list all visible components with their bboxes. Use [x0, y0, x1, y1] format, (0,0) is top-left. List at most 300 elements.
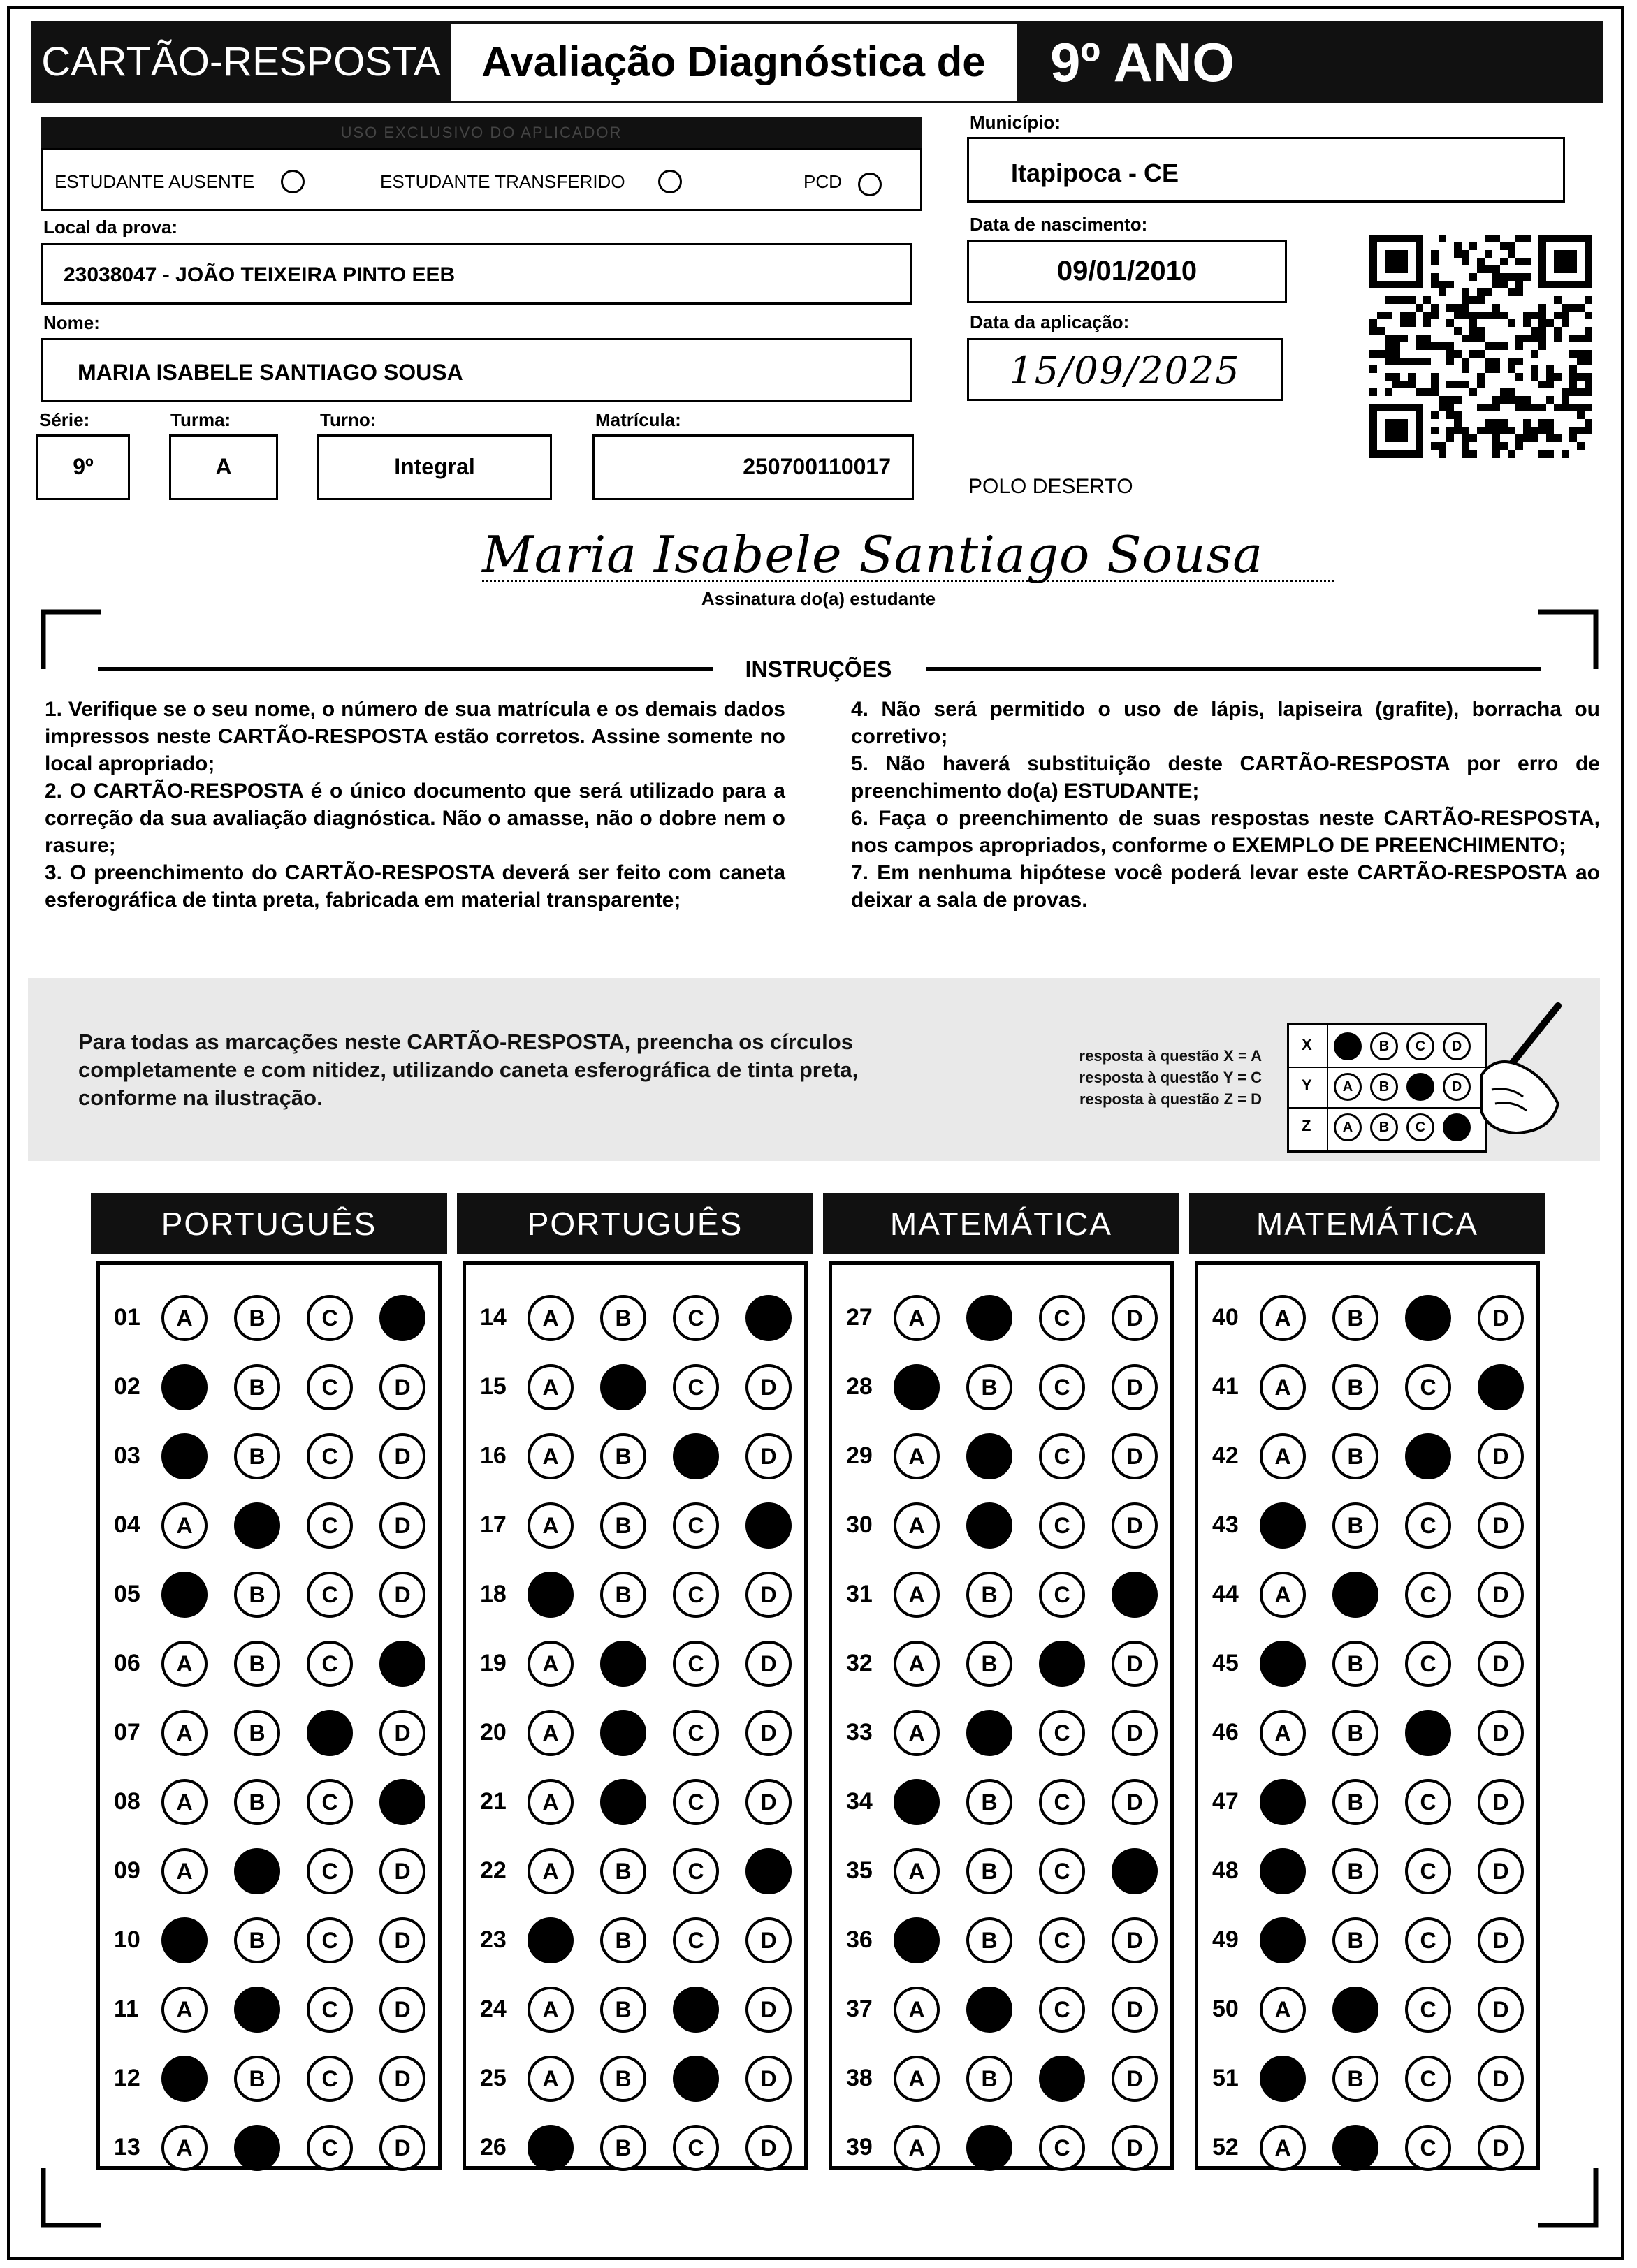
- option-bubble-d[interactable]: D: [1112, 1848, 1158, 1894]
- option-bubble-a[interactable]: A: [894, 1848, 940, 1894]
- option-bubble-b[interactable]: B: [600, 1710, 646, 1756]
- option-bubble-c[interactable]: C: [673, 1641, 719, 1687]
- option-bubble-a[interactable]: A: [894, 2056, 940, 2102]
- option-bubble-c[interactable]: C: [307, 1433, 353, 1479]
- option-bubble-c[interactable]: C: [1039, 1987, 1085, 2033]
- municipio-value: Itapipoca - CE: [1011, 159, 1179, 187]
- answer-grid: [463, 1261, 808, 2170]
- nascimento-field: [967, 240, 1287, 303]
- option-bubble-c[interactable]: C: [1405, 1364, 1451, 1410]
- option-bubble-b[interactable]: B: [1332, 2125, 1378, 2171]
- option-bubble-d[interactable]: D: [745, 1779, 792, 1825]
- question-row: [466, 1498, 804, 1553]
- option-bubble-b[interactable]: B: [966, 1987, 1012, 2033]
- matricula-label: Matrícula:: [595, 409, 681, 430]
- option-bubble-c[interactable]: C: [1039, 1848, 1085, 1894]
- option-bubble-b[interactable]: B: [234, 1572, 280, 1618]
- option-bubble-a[interactable]: A: [161, 1987, 208, 2033]
- option-bubble-a[interactable]: A: [894, 1433, 940, 1479]
- option-bubble-c[interactable]: C: [1039, 1502, 1085, 1549]
- option-bubble-b[interactable]: B: [600, 2125, 646, 2171]
- option-bubble-a[interactable]: A: [1260, 1433, 1306, 1479]
- option-bubble-c[interactable]: C: [673, 1987, 719, 2033]
- option-bubble-b[interactable]: B: [1332, 1641, 1378, 1687]
- option-bubble-b[interactable]: B: [1332, 1502, 1378, 1549]
- turma-value: A: [215, 454, 232, 479]
- option-bubble-c[interactable]: C: [307, 1917, 353, 1963]
- option-bubble-b[interactable]: B: [234, 1987, 280, 2033]
- option-bubble-b[interactable]: B: [234, 1917, 280, 1963]
- turma-label: Turma:: [170, 409, 231, 430]
- option-bubble-c[interactable]: C: [673, 1433, 719, 1479]
- question-row: [1198, 1359, 1536, 1415]
- question-row: [1198, 1428, 1536, 1484]
- option-bubble-b[interactable]: B: [1332, 1917, 1378, 1963]
- question-row: [466, 1982, 804, 2037]
- option-bubble-a[interactable]: A: [894, 1917, 940, 1963]
- option-bubble-c[interactable]: C: [1039, 1364, 1085, 1410]
- question-number: 51: [1212, 2065, 1239, 2091]
- option-bubble-b[interactable]: B: [966, 1710, 1012, 1756]
- question-number: 12: [114, 2065, 140, 2091]
- option-bubble-a[interactable]: A: [161, 1779, 208, 1825]
- option-bubble-d[interactable]: D: [379, 1917, 425, 1963]
- option-bubble-c[interactable]: C: [1039, 2056, 1085, 2102]
- option-bubble-a[interactable]: A: [1260, 1917, 1306, 1963]
- option-bubble-b[interactable]: B: [234, 1641, 280, 1687]
- question-row: [1198, 1982, 1536, 2037]
- example-bubble-d: D: [1443, 1032, 1471, 1060]
- option-bubble-c[interactable]: C: [1039, 2125, 1085, 2171]
- example-col-divider: [1327, 1025, 1328, 1150]
- option-bubble-a[interactable]: A: [528, 1917, 574, 1963]
- option-bubble-a[interactable]: A: [894, 2125, 940, 2171]
- question-number: 39: [846, 2134, 873, 2160]
- option-bubble-a[interactable]: A: [1260, 2125, 1306, 2171]
- option-bubble-d[interactable]: D: [745, 1917, 792, 1963]
- option-bubble-d[interactable]: D: [379, 1572, 425, 1618]
- option-bubble-d[interactable]: D: [745, 1364, 792, 1410]
- question-row: [1198, 1636, 1536, 1692]
- option-bubble-c[interactable]: C: [307, 1779, 353, 1825]
- option-bubble-a[interactable]: A: [1260, 2056, 1306, 2102]
- option-bubble-d[interactable]: D: [379, 1502, 425, 1549]
- question-number: 28: [846, 1373, 873, 1400]
- option-bubble-b[interactable]: B: [966, 1641, 1012, 1687]
- instruction-4: 4. Não será permitido o uso de lápis, lapiseira (grafite), borracha ou corretivo;: [851, 698, 1600, 748]
- option-bubble-c[interactable]: C: [307, 1502, 353, 1549]
- option-bubble-d[interactable]: D: [379, 1364, 425, 1410]
- question-number: 42: [1212, 1442, 1239, 1469]
- option-bubble-a[interactable]: A: [528, 2056, 574, 2102]
- transferred-checkbox[interactable]: [658, 170, 682, 193]
- option-bubble-b[interactable]: B: [1332, 1779, 1378, 1825]
- question-number: 26: [480, 2134, 507, 2160]
- option-bubble-d[interactable]: D: [1478, 1848, 1524, 1894]
- option-bubble-a[interactable]: A: [894, 1572, 940, 1618]
- option-bubble-a[interactable]: A: [1260, 1710, 1306, 1756]
- option-bubble-d[interactable]: D: [1112, 1364, 1158, 1410]
- option-bubble-d[interactable]: D: [1478, 2125, 1524, 2171]
- pcd-checkbox[interactable]: [858, 173, 882, 196]
- option-bubble-c[interactable]: C: [1405, 2125, 1451, 2171]
- option-bubble-d[interactable]: D: [379, 2056, 425, 2102]
- option-bubble-b[interactable]: B: [966, 2125, 1012, 2171]
- question-number: 46: [1212, 1719, 1239, 1746]
- option-bubble-a[interactable]: A: [1260, 1364, 1306, 1410]
- option-bubble-b[interactable]: B: [1332, 1433, 1378, 1479]
- option-bubble-c[interactable]: C: [1039, 1641, 1085, 1687]
- option-bubble-b[interactable]: B: [234, 1364, 280, 1410]
- option-bubble-c[interactable]: C: [1405, 1641, 1451, 1687]
- option-bubble-b[interactable]: B: [600, 1779, 646, 1825]
- option-bubble-c[interactable]: C: [307, 1364, 353, 1410]
- option-bubble-a[interactable]: A: [528, 1710, 574, 1756]
- option-bubble-c[interactable]: C: [1039, 1779, 1085, 1825]
- option-bubble-b[interactable]: B: [1332, 1364, 1378, 1410]
- question-number: 13: [114, 2134, 140, 2160]
- option-bubble-b[interactable]: B: [966, 1364, 1012, 1410]
- option-bubble-d[interactable]: D: [1112, 1917, 1158, 1963]
- local-field: [41, 243, 912, 305]
- question-number: 40: [1212, 1304, 1239, 1331]
- option-bubble-b[interactable]: B: [966, 1572, 1012, 1618]
- option-bubble-c[interactable]: C: [1039, 1917, 1085, 1963]
- example-bubble-b: B: [1370, 1073, 1398, 1101]
- option-bubble-c[interactable]: C: [1405, 1433, 1451, 1479]
- option-bubble-a[interactable]: A: [161, 1502, 208, 1549]
- section-title: PORTUGUÊS: [91, 1193, 447, 1254]
- question-row: [832, 1359, 1170, 1415]
- option-bubble-a[interactable]: A: [161, 1848, 208, 1894]
- aplicacao-field: [967, 338, 1283, 401]
- option-bubble-c[interactable]: C: [673, 1572, 719, 1618]
- option-bubble-a[interactable]: A: [528, 1641, 574, 1687]
- option-bubble-b[interactable]: B: [600, 2056, 646, 2102]
- option-bubble-d[interactable]: D: [1478, 1433, 1524, 1479]
- instructions-left: [45, 696, 785, 914]
- option-bubble-c[interactable]: C: [1405, 1917, 1451, 1963]
- option-bubble-a[interactable]: A: [528, 2125, 574, 2171]
- question-number: 23: [480, 1926, 507, 1953]
- local-value: 23038047 - JOÃO TEIXEIRA PINTO EEB: [64, 263, 456, 286]
- question-number: 20: [480, 1719, 507, 1746]
- option-bubble-b[interactable]: B: [600, 1502, 646, 1549]
- option-bubble-d[interactable]: D: [745, 1433, 792, 1479]
- option-bubble-d[interactable]: D: [745, 2056, 792, 2102]
- option-bubble-a[interactable]: A: [528, 1364, 574, 1410]
- option-bubble-c[interactable]: C: [673, 1710, 719, 1756]
- option-bubble-c[interactable]: C: [307, 1572, 353, 1618]
- question-number: 04: [114, 1512, 140, 1538]
- option-bubble-a[interactable]: A: [161, 2056, 208, 2102]
- option-bubble-d[interactable]: D: [1112, 2125, 1158, 2171]
- option-bubble-d[interactable]: D: [745, 1710, 792, 1756]
- option-bubble-c[interactable]: C: [307, 1987, 353, 2033]
- question-row: [832, 2051, 1170, 2107]
- option-bubble-d[interactable]: D: [745, 1848, 792, 1894]
- question-row: [100, 1428, 438, 1484]
- option-bubble-d[interactable]: D: [379, 1710, 425, 1756]
- option-bubble-d[interactable]: D: [379, 2125, 425, 2171]
- hand-pen-icon: [1453, 999, 1593, 1139]
- question-number: 17: [480, 1512, 507, 1538]
- option-bubble-b[interactable]: B: [1332, 1295, 1378, 1341]
- absent-checkbox[interactable]: [281, 170, 305, 193]
- option-bubble-d[interactable]: D: [1112, 1502, 1158, 1549]
- section-title: PORTUGUÊS: [457, 1193, 813, 1254]
- question-row: [1198, 1774, 1536, 1830]
- option-bubble-a[interactable]: A: [1260, 1572, 1306, 1618]
- question-row: [100, 1498, 438, 1553]
- question-number: 15: [480, 1373, 507, 1400]
- option-bubble-b[interactable]: B: [234, 1848, 280, 1894]
- option-bubble-d[interactable]: D: [1478, 1364, 1524, 1410]
- option-bubble-c[interactable]: C: [307, 1641, 353, 1687]
- option-bubble-d[interactable]: D: [1112, 1710, 1158, 1756]
- option-bubble-b[interactable]: B: [966, 1779, 1012, 1825]
- option-bubble-d[interactable]: D: [1112, 1987, 1158, 2033]
- option-bubble-d[interactable]: D: [1478, 1917, 1524, 1963]
- option-bubble-c[interactable]: C: [673, 1917, 719, 1963]
- option-bubble-d[interactable]: D: [1112, 1572, 1158, 1618]
- option-bubble-a[interactable]: A: [1260, 1848, 1306, 1894]
- option-bubble-b[interactable]: B: [966, 1433, 1012, 1479]
- option-bubble-c[interactable]: C: [1405, 1572, 1451, 1618]
- option-bubble-a[interactable]: A: [894, 1987, 940, 2033]
- option-bubble-c[interactable]: C: [1405, 1295, 1451, 1341]
- option-bubble-b[interactable]: B: [966, 1295, 1012, 1341]
- question-row: [1198, 1705, 1536, 1761]
- option-bubble-c[interactable]: C: [673, 1502, 719, 1549]
- nascimento-value: 09/01/2010: [1056, 256, 1198, 286]
- option-bubble-d[interactable]: D: [745, 1572, 792, 1618]
- question-row: [466, 2120, 804, 2176]
- option-bubble-d[interactable]: D: [1478, 1987, 1524, 2033]
- option-bubble-b[interactable]: B: [600, 1433, 646, 1479]
- option-bubble-a[interactable]: A: [161, 1433, 208, 1479]
- instruction-2: 2. O CARTÃO-RESPOSTA é o único documento que será utilizado para a correção da sua avaliação diagnóstica. Não o amasse, não o dobre nem o rasure;: [45, 780, 785, 857]
- option-bubble-d[interactable]: D: [1478, 1779, 1524, 1825]
- option-bubble-a[interactable]: A: [161, 1641, 208, 1687]
- option-bubble-d[interactable]: D: [1478, 1572, 1524, 1618]
- option-bubble-c[interactable]: C: [673, 2125, 719, 2171]
- option-bubble-d[interactable]: D: [745, 1641, 792, 1687]
- option-bubble-b[interactable]: B: [600, 1848, 646, 1894]
- option-bubble-b[interactable]: B: [234, 1779, 280, 1825]
- option-bubble-a[interactable]: A: [528, 1779, 574, 1825]
- example-bubble-c: C: [1406, 1032, 1434, 1060]
- name-value: MARIA ISABELE SANTIAGO SOUSA: [78, 360, 463, 385]
- option-bubble-c[interactable]: C: [307, 1295, 353, 1341]
- option-bubble-d[interactable]: D: [1112, 2056, 1158, 2102]
- question-number: 34: [846, 1788, 873, 1815]
- signature-caption: Assinatura do(a) estudante: [701, 588, 936, 609]
- question-row: [1198, 2051, 1536, 2107]
- option-bubble-c[interactable]: C: [1039, 1710, 1085, 1756]
- option-bubble-b[interactable]: B: [1332, 2056, 1378, 2102]
- option-bubble-b[interactable]: B: [600, 1364, 646, 1410]
- option-bubble-b[interactable]: B: [234, 1433, 280, 1479]
- option-bubble-b[interactable]: B: [1332, 1848, 1378, 1894]
- option-bubble-a[interactable]: A: [528, 1572, 574, 1618]
- serie-value: 9º: [73, 454, 94, 479]
- question-number: 09: [114, 1857, 140, 1884]
- option-bubble-b[interactable]: B: [1332, 1710, 1378, 1756]
- question-number: 03: [114, 1442, 140, 1469]
- option-bubble-b[interactable]: B: [600, 1987, 646, 2033]
- example-bubble-a: A: [1334, 1113, 1362, 1141]
- option-bubble-b[interactable]: B: [600, 1917, 646, 1963]
- card-title: CARTÃO-RESPOSTA: [31, 21, 451, 103]
- option-bubble-d[interactable]: D: [1478, 1502, 1524, 1549]
- option-bubble-a[interactable]: A: [894, 1502, 940, 1549]
- option-bubble-c[interactable]: C: [1039, 1433, 1085, 1479]
- example-bubble-b: B: [1370, 1032, 1398, 1060]
- option-bubble-c[interactable]: C: [307, 2056, 353, 2102]
- option-bubble-a[interactable]: A: [1260, 1779, 1306, 1825]
- option-bubble-b[interactable]: B: [966, 2056, 1012, 2102]
- option-bubble-a[interactable]: A: [894, 1710, 940, 1756]
- option-bubble-d[interactable]: D: [379, 1433, 425, 1479]
- option-bubble-a[interactable]: A: [161, 1295, 208, 1341]
- question-row: [100, 1843, 438, 1899]
- option-bubble-a[interactable]: A: [161, 1710, 208, 1756]
- option-bubble-a[interactable]: A: [528, 1502, 574, 1549]
- option-bubble-c[interactable]: C: [673, 2056, 719, 2102]
- option-bubble-d[interactable]: D: [1478, 1710, 1524, 1756]
- option-bubble-b[interactable]: B: [234, 1295, 280, 1341]
- option-bubble-a[interactable]: A: [528, 1433, 574, 1479]
- option-bubble-a[interactable]: A: [528, 1848, 574, 1894]
- instructions-title: INSTRUÇÕES: [745, 657, 892, 682]
- option-bubble-a[interactable]: A: [161, 2125, 208, 2171]
- question-row: [466, 2051, 804, 2107]
- question-number: 21: [480, 1788, 507, 1815]
- question-row: [832, 1428, 1170, 1484]
- option-bubble-c[interactable]: C: [1405, 2056, 1451, 2102]
- option-bubble-d[interactable]: D: [745, 1987, 792, 2033]
- polo-label: POLO DESERTO: [968, 475, 1133, 498]
- option-bubble-a[interactable]: A: [894, 1641, 940, 1687]
- name-field: [41, 338, 912, 402]
- question-row: [832, 1290, 1170, 1346]
- example-legend-y: resposta à questão Y = C: [1079, 1069, 1262, 1086]
- instruction-3: 3. O preenchimento do CARTÃO-RESPOSTA deverá ser feito com caneta esferográfica de tinta preta, fabricada em material transparente;: [45, 861, 785, 912]
- option-bubble-c[interactable]: C: [1405, 1710, 1451, 1756]
- option-bubble-c[interactable]: C: [1039, 1295, 1085, 1341]
- option-bubble-a[interactable]: A: [894, 1364, 940, 1410]
- signature: Maria Isabele Santiago Sousa: [482, 525, 1264, 584]
- turno-field: [317, 434, 552, 500]
- option-bubble-a[interactable]: A: [1260, 1641, 1306, 1687]
- option-bubble-a[interactable]: A: [161, 1572, 208, 1618]
- option-bubble-d[interactable]: D: [1112, 1433, 1158, 1479]
- option-bubble-c[interactable]: C: [1039, 1572, 1085, 1618]
- option-bubble-b[interactable]: B: [1332, 1572, 1378, 1618]
- option-bubble-a[interactable]: A: [894, 1295, 940, 1341]
- option-bubble-c[interactable]: C: [673, 1779, 719, 1825]
- option-bubble-d[interactable]: D: [379, 1848, 425, 1894]
- option-bubble-b[interactable]: B: [234, 2056, 280, 2102]
- option-bubble-d[interactable]: D: [1478, 1295, 1524, 1341]
- option-bubble-a[interactable]: A: [894, 1779, 940, 1825]
- option-bubble-d[interactable]: D: [379, 1987, 425, 2033]
- option-bubble-b[interactable]: B: [966, 1502, 1012, 1549]
- signature-line: [482, 580, 1334, 582]
- example-legend-z: resposta à questão Z = D: [1079, 1090, 1262, 1108]
- option-bubble-b[interactable]: B: [966, 1848, 1012, 1894]
- option-bubble-b[interactable]: B: [1332, 1987, 1378, 2033]
- option-bubble-c[interactable]: C: [1405, 1502, 1451, 1549]
- example-bubble-c: [1406, 1073, 1434, 1101]
- question-row: [466, 1912, 804, 1968]
- option-bubble-c[interactable]: C: [307, 2125, 353, 2171]
- option-bubble-c[interactable]: C: [1405, 1779, 1451, 1825]
- option-bubble-d[interactable]: D: [1478, 2056, 1524, 2102]
- option-bubble-b[interactable]: B: [966, 1917, 1012, 1963]
- option-bubble-c[interactable]: C: [673, 1848, 719, 1894]
- option-bubble-c[interactable]: C: [307, 1710, 353, 1756]
- option-bubble-c[interactable]: C: [1405, 1848, 1451, 1894]
- option-bubble-c[interactable]: C: [673, 1364, 719, 1410]
- option-bubble-d[interactable]: D: [1112, 1641, 1158, 1687]
- question-number: 45: [1212, 1650, 1239, 1676]
- question-number: 29: [846, 1442, 873, 1469]
- option-bubble-d[interactable]: D: [379, 1295, 425, 1341]
- option-bubble-c[interactable]: C: [1405, 1987, 1451, 2033]
- question-row: [466, 1774, 804, 1830]
- qr-code: [1369, 235, 1600, 458]
- option-bubble-d[interactable]: D: [379, 1779, 425, 1825]
- option-bubble-c[interactable]: C: [673, 1295, 719, 1341]
- option-bubble-b[interactable]: B: [234, 1710, 280, 1756]
- question-number: 01: [114, 1304, 140, 1331]
- option-bubble-b[interactable]: B: [234, 1502, 280, 1549]
- turma-field: [169, 434, 278, 500]
- option-bubble-d[interactable]: D: [745, 2125, 792, 2171]
- option-bubble-b[interactable]: B: [600, 1641, 646, 1687]
- question-number: 37: [846, 1996, 873, 2022]
- question-row: [1198, 1567, 1536, 1623]
- option-bubble-a[interactable]: A: [161, 1364, 208, 1410]
- option-bubble-d[interactable]: D: [745, 1502, 792, 1549]
- option-bubble-a[interactable]: A: [528, 1987, 574, 2033]
- option-bubble-b[interactable]: B: [600, 1572, 646, 1618]
- option-bubble-a[interactable]: A: [528, 1295, 574, 1341]
- option-bubble-b[interactable]: B: [600, 1295, 646, 1341]
- example-legend: [1024, 1045, 1262, 1110]
- option-bubble-c[interactable]: C: [307, 1848, 353, 1894]
- option-bubble-d[interactable]: D: [1112, 1779, 1158, 1825]
- applicant-bar: USO EXCLUSIVO DO APLICADOR: [41, 117, 922, 148]
- question-row: [1198, 1912, 1536, 1968]
- option-bubble-d[interactable]: D: [745, 1295, 792, 1341]
- question-row: [832, 1498, 1170, 1553]
- option-bubble-a[interactable]: A: [1260, 1987, 1306, 2033]
- option-bubble-d[interactable]: D: [1112, 1295, 1158, 1341]
- option-bubble-a[interactable]: A: [1260, 1502, 1306, 1549]
- option-bubble-d[interactable]: D: [1478, 1641, 1524, 1687]
- question-row: [466, 1843, 804, 1899]
- question-row: [1198, 1498, 1536, 1553]
- option-bubble-a[interactable]: A: [161, 1917, 208, 1963]
- option-bubble-d[interactable]: D: [379, 1641, 425, 1687]
- question-number: 27: [846, 1304, 873, 1331]
- option-bubble-b[interactable]: B: [234, 2125, 280, 2171]
- option-bubble-a[interactable]: A: [1260, 1295, 1306, 1341]
- question-number: 11: [114, 1996, 139, 2022]
